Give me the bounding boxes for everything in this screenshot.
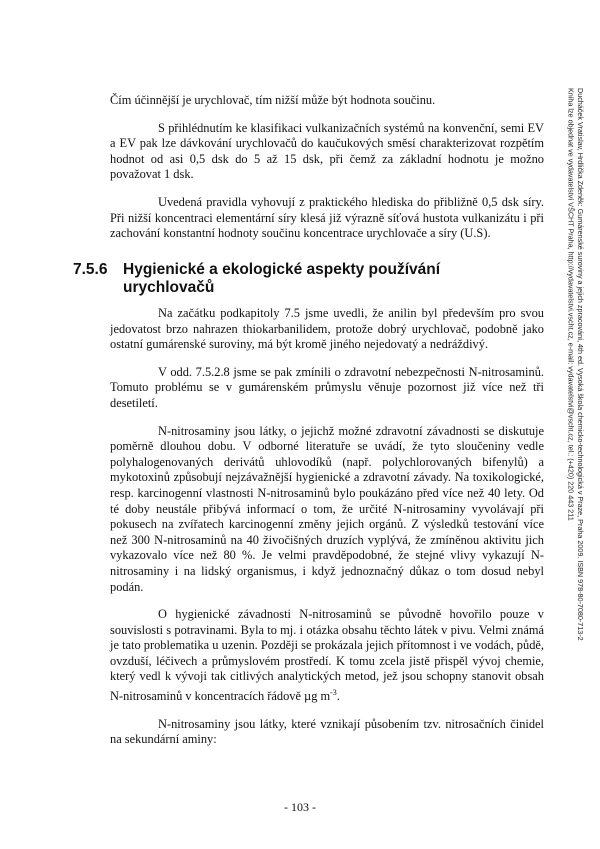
section-number: 7.5.6	[73, 261, 108, 278]
paragraph: Uvedená pravidla vyhovují z praktického hlediska do přibližně 0,5 dsk síry. Při nižší koncentraci elementární síry klesá již výrazně síťová hustota vulkanizátu i při zachování konstantní hodnoty součinu koncentrace urychlovače a síry (U.S).	[110, 194, 544, 241]
paragraph: Čím účinnější je urychlovač, tím nižší může být hodnota součinu.	[110, 93, 436, 107]
order-info-line: Kniha lze objednat ve vydavatelství VŠCHT Praha, http://vydavatelstvi.vscht.cz, e-mail: vydavatelstvi@vscht.cz, tel.: (+420) 220 443 211	[566, 88, 576, 521]
citation-sidebar	[566, 88, 585, 718]
paragraph	[110, 607, 544, 705]
citation-line: Ducháček Vratislav, Hrdlička Zdeněk: Gumárenské suroviny a jejich zpracování, 4th ed. Vysoká škola chemicko-technologická v Praze, Praha 2009. ISBN 978-80-7080-713-2	[576, 88, 585, 641]
paragraph: N-nitrosaminy jsou látky, které vznikají působením tzv. nitrosačních činidel na sekundární aminy:	[110, 716, 544, 747]
paragraph-end: .	[336, 689, 340, 704]
paragraph: N-nitrosaminy jsou látky, o jejichž možné zdravotní závadnosti se diskutuje poměrně dlouhou dobu. V odborné literatuře se uvádí, že tyto sloučeniny vedle polyhalogenovaných derivátů uhlovodíků (např. polychlorovaných bifenylů) a mykotoxinů způsobují nejzávažnější hygienické a zdravotní závady. Na toxikologické, resp. karcinogenní vlastnosti N-nitrosaminů bylo poukázáno před více než 40 lety. Od té doby neustále přibývá informací o tom, že určité N-nitrosaminy vyvolávají při pokusech na zvířatech karcinogenní změny jejich orgánů. Z výsledků testování více než 300 N-nitrosaminů na 40 živočišných druzích vyplývá, že zmíněnou aktivitu jich vykazovalo více než 80 %. Je velmi pravděpodobné, že stejné vlivy vykazují N-nitrosaminy i na lidský organismus, i když jednoznačný důkaz o tom dosud nebyl podán.	[110, 423, 544, 594]
section-heading	[73, 261, 513, 297]
text-block-lower	[110, 306, 544, 760]
paragraph: Na začátku podkapitoly 7.5 jsme uvedli, že anilin byl především pro svou jedovatost brzo nahrazen thiokarbanilidem, protože dobrý urychlovač, podobně jako ostatní gumárenské suroviny, má být kromě jiného nejedovatý a nedráždivý.	[110, 306, 544, 352]
page-number: - 103 -	[284, 800, 316, 814]
superscript-exponent: -3	[330, 688, 337, 698]
text-block-upper	[110, 93, 544, 254]
paragraph: S přihlédnutím ke klasifikaci vulkanizačních systémů na konvenční, semi EV a EV pak lze dávkování urychlovačů do kaučukových směsí charakterizovat rozpětím hodnot od asi 0,5 dsk do 5 až 15 dsk, při čemž za základní hodnotu je možno považovat 1 dsk.	[110, 120, 544, 182]
paragraph: V odd. 7.5.2.8 jsme se pak zmínili o zdravotní nebezpečnosti N-nitrosaminů. Tomuto problému se v gumárenském průmyslu věnuje pozornost již více než tři desetiletí.	[110, 364, 544, 410]
paragraph-text: O hygienické závadnosti N-nitrosaminů se původně hovořilo pouze v souvislosti s potravinami. Byla to mj. i otázka obsahu těchto látek v pivu. Velmi známá je tato problematika u uzenin. Později se prokázala jejich přítomnost i ve vodách, půdě, ovzduší, léčivech a průmyslovém prostředí. K tomu zcela jistě přispěl vývoj chemie, který vedl k vývoji tak citlivých analytických metod, jež jsou schopny stanovit obsah N-nitrosaminů v koncentracích řádově µg m	[110, 607, 544, 704]
section-title: Hygienické a ekologické aspekty používání urychlovačů	[123, 261, 441, 296]
